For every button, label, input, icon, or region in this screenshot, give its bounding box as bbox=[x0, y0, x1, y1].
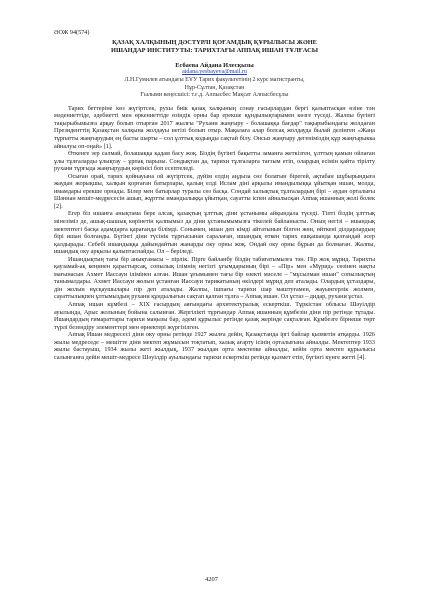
page-number: 4207 bbox=[205, 576, 218, 583]
paragraph: Аппақ Ишан медресесі діни оку орны ретінде 1927 жылға дейін, Қазақстанда іргі байлар қызметін атқарды. 1926 жылы медреседе – мешітте діни мектеп жұмысын тоқтатып, халық ағарту ісінің орталығына айналды. Мектептер 1933 жылы бастауыш, 1934 жылы жеті жылдық, 1937 жылдан орта мектепке айналды, кейін орта мектеп құрылысы салынғанға дейін мешіт-медресе Шәуілдір ауылындағы тарихи ескерткіш ретінде қызмет етіп, бүгінгі күнге жетті [4]. bbox=[54, 331, 375, 361]
paragraph: Аппақ ишан кұмбезі – XIX ғасырдың аяғындағы архитектуралық ескерткіш. Тұркістан облысы Шәуілдір ауылында, Арыс жолының бойына салынған. Жергілікті тұрғындар Аппақ ишанның құмбезін діни пір ретінде тұтады. Ишандардың ғимараттары тарихи маңызы бар, әдемі құрылыс ретінде қазақ жерінде сақталған. Құмбезге бірнеше төрт түрлі безендіру элементтері мен өрнектері жүргізілген. bbox=[54, 301, 375, 331]
title-line-2: ИШАНДАР ИНСТИТУТЫ: ТАРИХТАҒЫ АППАҚ ИШАН ТҰЛҒАСЫ bbox=[111, 47, 318, 55]
affiliation-line-1: Л.Н.Гумилев атындағы ЕҰУ Тарих факультетінің 2 курс магистранты, bbox=[124, 77, 305, 83]
author-name: Есбаева Айдана Илесқызы bbox=[175, 61, 254, 69]
paragraph: Ишандықтың тағы бір анықтамасы – пірлік. Пірге байланбу біздің табиғатымызға тән. Пір жоқ мұрид. Тарихты қаузамай-ақ кеңинен қарастырсақ, сопылық ілімнің негізгі ұғымдарының бірі – «Пір» мен «Мүрид» сөзінен нақты мағынасын Ахмет Иассауи ілімінен алған. Ишан ұғымымен тағы бір өзекті мәселе – "мұсылман ишан" сопылықтың танымалдары. Ахмет Иассауи жолын ұстанған Иассауи тарикатының өкілдері мұрид деп аталады. Олардың ұстаздары, дін жолын нұсқаушылары пір деп аталады. Жалпы, ішпағы тарихи шар маштуғамен, жауынгерлік жолмен, сауаттылықпен ұлтымыздың рухани құндылығын сақтап қалған тұлға – Аппақ ишан. Ол ұстаз – дидар, рухани ұстаз. bbox=[54, 255, 375, 301]
title-line-1: ҚАЗАҚ ХАЛҚЫНЫҢ ДӘСТҮРЛІ ҚОҒАМДЫҚ ҚҰРЫЛЫСЫ ЖӘНЕ bbox=[112, 39, 317, 46]
supervisor-line: Ғылыми кеңесшісі: т.ғ.д. Алпысбес Мақсат Алпысбесұлы bbox=[140, 92, 289, 99]
paper-title bbox=[54, 39, 375, 56]
paragraph: Егер біз ишанға анықтама бере алсақ, қазақтың ұлттық діни ұстанымы айқындала түседі. Тіпті біздің ұлттық мінезіміз де, ашық-шашық көрінетін қалпымыз да діни ұстанымымызға тікелей байланысты. Оның негізі – ишандық мектептегі басқа адамдарға қарағанда білімді. Сонымен, ишан деп кімді айтатынын білген жөн, өйткені ділдарлардың бірі ишан болғанды. Бүгінгі діни түсінік тұрғысынан саралаған, ишандық өткен тарих ешқашанда қалғандай әсер қалдырады. Себебі ишандыққа дайындайтын жанарды оку орны жоқ. Ондай оку орны бұрын да болмаған. Жалпы, ишандық оку арқылы қалыптаспайды. Ол – берiледi. bbox=[54, 210, 375, 256]
udc-code: ӘОЖ 94(574) bbox=[54, 29, 90, 36]
paragraph: Тарих беттеріне көз жүгіртсек, рухы биік қазақ халқының сонау ғасырлардан бергі қалыптасқан өзіне тән мәдениеттіде, әдебиетті мен өркениеттіде өзіндік орны бар ерекше құндылықтарымен көзге түседі. Жалпы бүгінгі тақырыбымызға арқау болып отырған 2017 жылғы "Рухани жаңғыру - болашаққа бағдар" тақырыбындағы жолдаған Президенттің Қазақстан халқына жолдауы негізі болып отыр. Мақалаға алар болсақ жолдауда былай делінген «Жаңа тұрпатты жаңғырудың ең басты шарты – сол ұлттық кодыңды сақтай білу. Онсыз жаңғыру дегеніміздің құр жаңғырыкка айналуы оп-оңай» [1]. bbox=[54, 104, 375, 150]
author-email-link[interactable]: aidana.yesbayeva@mail.ru bbox=[182, 69, 247, 76]
body-text bbox=[54, 105, 375, 362]
paragraph: Осыған орай, тарих қойнауына ой жүгіртсек, дүйім елдің аңдыза сөз болатын бірегей, ақтабан шұбырындыға жаудан жорықшы, халқын қорғаған батырлары, қалың елді Ислам діні арқылы имандылыққа ұйытқан ишан, молда, имамдары ерекше орнады. Білер мен батырлар туралы сөз басқа. Сондай халықтық тұлғалардың бірі – аудан орталығы Шәннан мешіт-медресесін ашып, жұртты имандылыққа ұйытқан, сауатты іспен айналысқан Аппақ ишанның жолі болек [2]. bbox=[54, 172, 375, 210]
affiliation-line-2: Нұр-Сұлтан, Қазақстан bbox=[184, 84, 245, 91]
paragraph: Өткенге зер салмай, болашаққа қадам басу жоқ. Біздің бүгінгі бақытты заманға жеткізген, ұлттың қамын ойлаған ұлы тұлғаларды ұлықтау – ұрпақ парызы. Сондықтан да, тарихи тұлғаларға тағзым етіп, олардың есімін қайта тірілту рухани тұрғыда жаңғырудың көрінісі боп есептеледі. bbox=[54, 150, 375, 173]
author-block bbox=[54, 62, 375, 100]
